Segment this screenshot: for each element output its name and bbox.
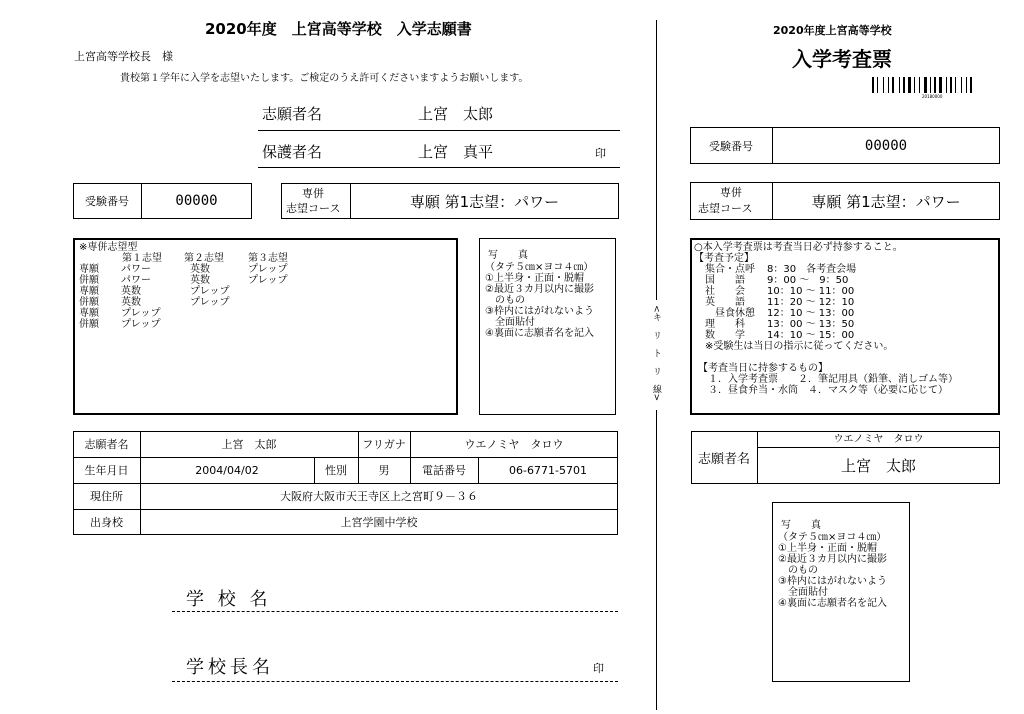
choice-cell: 専願 <box>79 308 99 319</box>
details-phone-label: 電話番号 <box>422 464 466 477</box>
choice-cell: 併願 <box>79 275 99 286</box>
barcode-bar <box>934 77 936 93</box>
addressee: 上宮高等学校長 様 <box>74 50 173 63</box>
applicant-underline <box>258 130 620 131</box>
course-value: 専願 第1志望：パワー <box>409 192 560 211</box>
photo-instruction-line: ④裏面に志願者名を記入 <box>778 598 887 609</box>
choice-cell: プレップ <box>190 286 230 297</box>
details-phone-value: 06-6771-5701 <box>509 463 587 477</box>
barcode-bar <box>914 77 915 93</box>
photo-instruction-line: ③枠内にはがれないよう <box>778 576 887 587</box>
photo-instruction-line: のもの <box>485 295 525 306</box>
photo-instruction-line: （タテ５㎝×ヨコ４㎝） <box>778 532 887 543</box>
barcode-bar <box>966 77 967 93</box>
ticket-items-line1: １．入学考査票 ２．筆記用具（鉛筆、消しゴム等） <box>708 374 958 385</box>
details-school-label: 出身校 <box>90 516 123 529</box>
barcode-bar <box>883 77 884 93</box>
guardian-label: 保護者名 <box>262 143 323 161</box>
details-name-value: 上宮 太郎 <box>221 438 277 451</box>
guardian-underline <box>258 167 620 168</box>
choice-cell: パワー <box>121 264 151 275</box>
barcode-bar <box>892 77 894 93</box>
ticket-course-value: 専願 第1志望：パワー <box>811 192 961 211</box>
course-label-2: 志望コース <box>286 202 341 215</box>
barcode-bar <box>961 77 962 93</box>
barcode-bar <box>970 77 972 93</box>
barcode-bar <box>877 77 878 93</box>
photo-instruction-line: （タテ５㎝×ヨコ４㎝） <box>485 262 594 273</box>
schedule-subject: 国 語 <box>705 275 745 286</box>
barcode-bar <box>903 77 905 93</box>
schedule-subject: 数 学 <box>705 330 745 341</box>
photo-instruction-line: 全面貼付 <box>485 317 535 328</box>
choice-cell: プレップ <box>248 275 288 286</box>
details-furigana-label: フリガナ <box>362 438 406 451</box>
choices-heading: ※専併志望型 <box>79 242 138 253</box>
details-address-value: 大阪府大阪市天王寺区上之宮町９－３６ <box>280 490 478 503</box>
photo-title: 写 真 <box>488 250 528 261</box>
schedule-subject: 社 会 <box>705 286 745 297</box>
request-text: 貴校第１学年に入学を志望いたします。ご検定のうえ許可くださいますようお願いします。 <box>120 73 529 84</box>
ticket-photo-title: 写 真 <box>781 520 821 531</box>
choice-cell: プレップ <box>121 319 161 330</box>
barcode-text: 20180000 <box>922 94 943 99</box>
ticket-course-label-2: 志望コース <box>698 202 753 215</box>
schedule-time: 11：20 ～ 12：10 <box>767 297 855 308</box>
ticket-name-label: 志願者名 <box>697 452 750 467</box>
barcode-bar <box>919 77 920 93</box>
photo-instruction-line: ②最近３カ月以内に撮影 <box>485 284 594 295</box>
photo-instruction-line: 全面貼付 <box>778 587 828 598</box>
details-sex-value: 男 <box>378 464 390 477</box>
school-name-label: 学 校 名 <box>186 589 272 610</box>
choice-col-1: 第１志望 <box>122 253 162 264</box>
choice-col-2: 第２志望 <box>184 253 224 264</box>
guardian-seal: 印 <box>595 147 606 160</box>
barcode-bar <box>930 77 931 93</box>
exam-number-value: 00000 <box>175 193 218 209</box>
details-name-label: 志願者名 <box>84 438 129 451</box>
principal-seal: 印 <box>593 662 604 675</box>
choice-cell: 英数 <box>121 286 141 297</box>
principal-line <box>172 681 618 682</box>
choice-cell: プレップ <box>190 297 230 308</box>
barcode-bar <box>888 77 889 93</box>
ticket-items-heading: 【考査当日に持参するもの】 <box>698 363 828 374</box>
cut-line-label: <キ リ ト リ 線> <box>651 305 661 402</box>
photo-instruction-line: ②最近３カ月以内に撮影 <box>778 554 887 565</box>
choice-cell: 英数 <box>190 275 210 286</box>
barcode-bar <box>899 77 900 93</box>
details-dob-label: 生年月日 <box>84 464 129 477</box>
barcode-bar <box>946 77 947 93</box>
ticket-notice: ○本入学考査票は考査当日必ず持参すること。 <box>694 242 903 253</box>
school-name-line <box>172 611 618 612</box>
ticket-exam-number-label: 受験番号 <box>709 139 753 153</box>
barcode <box>872 77 998 93</box>
barcode-bar <box>872 77 874 93</box>
barcode-bar <box>939 77 942 93</box>
ticket-title: 入学考査票 <box>792 47 892 71</box>
schedule-time: 14：10 ～ 15：00 <box>767 330 855 341</box>
details-sex-label: 性別 <box>325 464 347 477</box>
ticket-name-value: 上宮 太郎 <box>840 457 916 475</box>
photo-instruction-line: ①上半身・正面・脱帽 <box>485 273 584 284</box>
course-label-1: 専併 <box>302 187 324 200</box>
details-furigana-value: ウエノミヤ タロウ <box>464 438 564 451</box>
schedule-subject: 理 科 <box>705 319 745 330</box>
schedule-subject: 集合・点呼 <box>705 264 755 275</box>
schedule-time: 10：10 ～ 11：00 <box>767 286 855 297</box>
form-title: 2020年度 上宮高等学校 入学志願書 <box>205 20 472 38</box>
ticket-schedule-heading: 【考査予定】 <box>694 253 754 264</box>
ticket-items-line2: ３．昼食弁当・水筒 ４．マスク等（必要に応じて） <box>708 385 948 396</box>
barcode-bar <box>908 77 911 93</box>
photo-instruction-line: ③枠内にはがれないよう <box>485 306 594 317</box>
principal-label: 学校長名 <box>186 657 274 678</box>
guardian-name: 上宮 真平 <box>418 143 494 161</box>
ticket-schedule-note: ※受験生は当日の指示に従ってください。 <box>705 341 894 352</box>
schedule-time: 9：00 ～ 9：50 <box>767 275 849 286</box>
barcode-bar <box>955 77 956 93</box>
details-address-label: 現住所 <box>90 490 123 503</box>
choice-cell: 併願 <box>79 297 99 308</box>
choice-cell: 併願 <box>79 319 99 330</box>
choice-cell: 専願 <box>79 264 99 275</box>
choice-cell: パワー <box>121 275 151 286</box>
choice-cell: 英数 <box>121 297 141 308</box>
schedule-subject: 昼食休憩 <box>705 308 755 319</box>
choice-cell: 英数 <box>190 264 210 275</box>
choice-col-3: 第３志望 <box>248 253 288 264</box>
ticket-exam-number-value: 00000 <box>864 137 908 154</box>
exam-number-label: 受験番号 <box>85 195 129 208</box>
barcode-bar <box>950 77 952 93</box>
choice-cell: プレップ <box>248 264 288 275</box>
choice-cell: 専願 <box>79 286 99 297</box>
barcode-bar <box>924 77 927 93</box>
schedule-subject: 英 語 <box>705 297 745 308</box>
details-dob-value: 2004/04/02 <box>195 463 259 477</box>
schedule-time: 13：00 ～ 13：50 <box>767 319 855 330</box>
applicant-name: 上宮 太郎 <box>418 105 494 123</box>
ticket-name-furigana: ウエノミヤ タロウ <box>833 433 924 445</box>
ticket-school-title: 2020年度上宮高等学校 <box>773 24 892 37</box>
schedule-time: 8：30 各考査会場 <box>767 264 857 275</box>
choice-cell: プレップ <box>121 308 161 319</box>
photo-instruction-line: のもの <box>778 565 818 576</box>
photo-instruction-line: ④裏面に志願者名を記入 <box>485 328 594 339</box>
schedule-time: 12：10 ～ 13：00 <box>767 308 855 319</box>
applicant-label: 志願者名 <box>262 105 323 123</box>
photo-instruction-line: ①上半身・正面・脱帽 <box>778 543 877 554</box>
ticket-course-label-1: 専併 <box>720 186 742 199</box>
details-school-value: 上宮学園中学校 <box>340 516 418 529</box>
